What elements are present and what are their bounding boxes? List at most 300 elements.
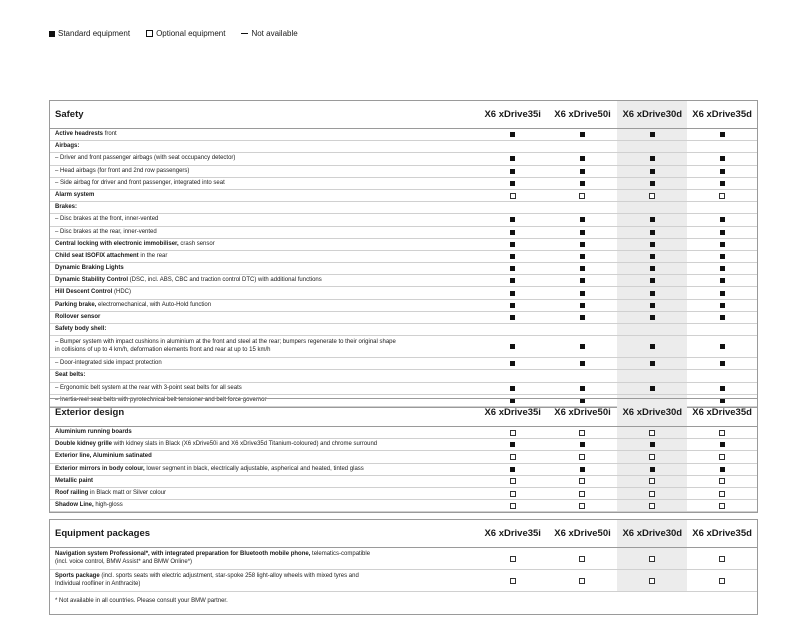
row-label-text: front <box>103 131 117 137</box>
filled-square-icon <box>49 31 55 37</box>
row-cell <box>548 202 618 213</box>
standard-equipment-icon <box>580 242 585 247</box>
row-label-bold: Exterior line, Aluminium satinated <box>55 453 152 460</box>
model-header: X6 xDrive35d <box>692 407 752 418</box>
legend-standard <box>49 29 130 38</box>
table-row <box>50 202 757 214</box>
row-label-text-line2: Individual roofliner in Anthracite) <box>55 581 141 587</box>
row-cell <box>478 548 548 569</box>
table-row <box>50 190 757 202</box>
row-cell <box>548 275 618 286</box>
row-cell <box>548 190 618 201</box>
standard-equipment-icon <box>510 291 515 296</box>
table-row <box>50 324 757 336</box>
table-row <box>50 548 757 570</box>
row-label <box>50 500 478 511</box>
standard-equipment-icon <box>580 344 585 349</box>
optional-equipment-icon <box>510 478 516 484</box>
row-label <box>50 214 478 225</box>
standard-equipment-icon <box>510 242 515 247</box>
row-cell <box>617 178 687 189</box>
row-cell <box>548 141 618 152</box>
row-cell <box>548 451 618 462</box>
row-cell <box>687 383 757 394</box>
standard-equipment-icon <box>510 254 515 259</box>
standard-equipment-icon <box>650 442 655 447</box>
row-label-bold: Seat belts: <box>55 372 86 379</box>
optional-equipment-icon <box>649 503 655 509</box>
row-label-text: (HDC) <box>112 289 132 296</box>
legend-optional <box>146 29 225 38</box>
optional-equipment-icon <box>649 478 655 484</box>
row-label <box>50 251 478 262</box>
row-cell <box>687 336 757 357</box>
row-cell <box>687 488 757 499</box>
legend-optional-label: Optional equipment <box>156 29 226 38</box>
row-cell <box>617 370 687 381</box>
model-header: X6 xDrive50i <box>554 407 611 418</box>
standard-equipment-icon <box>720 303 725 308</box>
row-cell <box>478 214 548 225</box>
row-cell <box>617 336 687 357</box>
row-cell <box>548 548 618 569</box>
row-cell <box>617 190 687 201</box>
row-label <box>50 287 478 298</box>
row-label-text: – Side airbag for driver and front passenger, integrated into seat <box>55 179 225 186</box>
model-header: X6 xDrive35d <box>692 109 752 120</box>
standard-equipment-icon <box>720 361 725 366</box>
row-cell <box>548 166 618 177</box>
row-cell <box>687 287 757 298</box>
standard-equipment-icon <box>510 156 515 161</box>
row-cell <box>687 358 757 369</box>
row-label-text: – Driver and front passenger airbags (with seat occupancy detector) <box>55 155 236 162</box>
optional-equipment-icon <box>579 503 585 509</box>
model-header: X6 xDrive50i <box>554 528 611 539</box>
row-cell <box>687 153 757 164</box>
optional-equipment-icon <box>719 193 725 199</box>
row-cell <box>687 451 757 462</box>
standard-equipment-icon <box>510 266 515 271</box>
standard-equipment-icon <box>720 156 725 161</box>
row-label-text-line2: (incl. voice control, BMW Assist* and BMW Online*) <box>55 559 193 565</box>
standard-equipment-icon <box>510 230 515 235</box>
standard-equipment-icon <box>580 181 585 186</box>
row-label <box>50 451 478 462</box>
row-label <box>50 275 478 286</box>
row-label <box>50 427 478 438</box>
optional-equipment-icon <box>510 578 516 584</box>
standard-equipment-icon <box>650 217 655 222</box>
row-cell <box>548 178 618 189</box>
row-cell <box>478 383 548 394</box>
row-cell <box>687 300 757 311</box>
row-label <box>50 548 478 569</box>
model-header: X6 xDrive35i <box>484 407 541 418</box>
row-label-text: lower segment in black, electrically adjustable, aspherical and heated, tinted glass <box>144 465 364 472</box>
row-cell <box>548 464 618 475</box>
row-cell <box>687 166 757 177</box>
standard-equipment-icon <box>580 361 585 366</box>
row-cell <box>548 427 618 438</box>
row-cell <box>687 570 757 591</box>
optional-equipment-icon <box>579 478 585 484</box>
standard-equipment-icon <box>720 386 725 391</box>
row-cell <box>687 476 757 487</box>
standard-equipment-icon <box>510 181 515 186</box>
standard-equipment-icon <box>650 291 655 296</box>
row-cell <box>687 324 757 335</box>
standard-equipment-icon <box>510 467 515 472</box>
optional-equipment-icon <box>719 478 725 484</box>
row-label-text: telematics-compatible <box>310 551 371 557</box>
row-cell <box>617 275 687 286</box>
row-cell <box>548 439 618 450</box>
row-cell <box>478 190 548 201</box>
standard-equipment-icon <box>510 315 515 320</box>
table-row <box>50 488 757 500</box>
row-cell <box>478 370 548 381</box>
row-label-text: with kidney slats in Black (X6 xDrive50i and X6 xDrive35d Titanium-coloured) and chrome surround <box>112 441 378 448</box>
row-cell <box>548 324 618 335</box>
row-cell <box>617 239 687 250</box>
row-cell <box>548 153 618 164</box>
row-label <box>50 263 478 274</box>
footnote: * Not available in all countries. Please consult your BMW partner. <box>55 598 228 604</box>
row-cell <box>478 439 548 450</box>
standard-equipment-icon <box>650 156 655 161</box>
table-row <box>50 500 757 512</box>
row-cell <box>478 451 548 462</box>
row-label <box>50 370 478 381</box>
standard-equipment-icon <box>650 230 655 235</box>
optional-equipment-icon <box>719 578 725 584</box>
standard-equipment-icon <box>580 278 585 283</box>
optional-equipment-icon <box>649 578 655 584</box>
row-cell <box>548 570 618 591</box>
row-cell <box>478 263 548 274</box>
dash-icon <box>241 33 248 34</box>
standard-equipment-icon <box>650 266 655 271</box>
table-row <box>50 141 757 153</box>
row-label-text: – Door-integrated side impact protection <box>55 360 162 367</box>
row-cell <box>687 263 757 274</box>
standard-equipment-icon <box>580 230 585 235</box>
standard-equipment-icon <box>650 169 655 174</box>
row-cell <box>478 336 548 357</box>
table-row <box>50 178 757 190</box>
row-cell <box>478 129 548 140</box>
row-cell <box>687 500 757 511</box>
standard-equipment-icon <box>510 344 515 349</box>
row-cell <box>478 427 548 438</box>
row-cell <box>478 464 548 475</box>
optional-equipment-icon <box>579 578 585 584</box>
row-cell <box>478 300 548 311</box>
row-label-text-line2: in collisions of up to 4 km/h, deformation elements front and rear at up to 15 km/h <box>55 347 271 354</box>
row-cell <box>478 227 548 238</box>
table-header <box>50 396 757 427</box>
row-label-bold: Shadow Line, <box>55 502 94 509</box>
row-cell <box>617 464 687 475</box>
optional-equipment-icon <box>510 556 516 562</box>
row-label-text: – Bumper system with impact cushions in aluminium at the front and steel at the rear; bumpers regenerate to their original shape <box>55 339 396 346</box>
standard-equipment-icon <box>580 132 585 137</box>
model-header: X6 xDrive35i <box>484 109 541 120</box>
row-cell <box>617 129 687 140</box>
row-label-text: (incl. sports seats with electric adjustment, star-spoke 258 light-alloy wheels with mixed tyres and <box>99 573 359 579</box>
standard-equipment-icon <box>720 315 725 320</box>
row-label-bold: Aluminium running boards <box>55 429 132 435</box>
row-label <box>50 324 478 335</box>
row-cell <box>617 548 687 569</box>
row-label-text: – Ergonomic belt system at the rear with 3-point seat belts for all seats <box>55 384 242 391</box>
table-row <box>50 336 757 358</box>
row-cell <box>687 129 757 140</box>
row-cell <box>617 263 687 274</box>
standard-equipment-icon <box>720 217 725 222</box>
row-cell <box>478 251 548 262</box>
row-cell <box>617 227 687 238</box>
row-cell <box>687 239 757 250</box>
row-label <box>50 464 478 475</box>
row-cell <box>687 178 757 189</box>
row-cell <box>478 178 548 189</box>
row-cell <box>687 464 757 475</box>
row-cell <box>478 153 548 164</box>
standard-equipment-icon <box>650 303 655 308</box>
row-cell <box>478 358 548 369</box>
row-cell <box>548 287 618 298</box>
row-cell <box>617 358 687 369</box>
row-cell <box>548 370 618 381</box>
table-header <box>50 520 757 548</box>
table-row <box>50 153 757 165</box>
optional-equipment-icon <box>719 491 725 497</box>
table-row <box>50 476 757 488</box>
model-header: X6 xDrive50i <box>554 109 611 120</box>
standard-equipment-icon <box>580 266 585 271</box>
row-label-bold: Parking brake, <box>55 301 97 308</box>
row-label-text: (DSC, incl. ABS, CBC and traction control DTC) with additional functions <box>128 277 322 284</box>
row-cell <box>687 427 757 438</box>
table-row <box>50 427 757 439</box>
row-cell <box>617 324 687 335</box>
row-cell <box>548 312 618 323</box>
row-label-bold: Navigation system Professional*, with integrated preparation for Bluetooth mobile phone, <box>55 551 311 557</box>
row-cell <box>617 427 687 438</box>
optional-equipment-icon <box>649 193 655 199</box>
optional-equipment-icon <box>510 491 516 497</box>
row-label <box>50 239 478 250</box>
table-row <box>50 239 757 251</box>
standard-equipment-icon <box>720 132 725 137</box>
table-row <box>50 570 757 592</box>
standard-equipment-icon <box>720 169 725 174</box>
standard-equipment-icon <box>720 442 725 447</box>
row-cell <box>687 214 757 225</box>
row-cell <box>478 324 548 335</box>
row-label-bold: Safety body shell: <box>55 326 107 332</box>
optional-equipment-icon <box>579 430 585 436</box>
row-cell <box>687 312 757 323</box>
row-cell <box>617 300 687 311</box>
row-cell <box>617 500 687 511</box>
row-label-text: – Inertia-reel seat belts with pyrotechnical belt tensioner and belt force governor <box>55 396 267 403</box>
row-cell <box>617 251 687 262</box>
row-cell <box>548 251 618 262</box>
section-title: Equipment packages <box>55 528 151 539</box>
optional-equipment-icon <box>510 193 516 199</box>
optional-equipment-icon <box>579 491 585 497</box>
optional-equipment-icon <box>719 556 725 562</box>
optional-equipment-icon <box>510 503 516 509</box>
row-label <box>50 476 478 487</box>
standard-equipment-icon <box>580 315 585 320</box>
row-cell <box>548 239 618 250</box>
row-label-text: – Disc brakes at the rear, inner-vented <box>55 228 157 235</box>
row-label-bold: Active headrests <box>55 131 104 137</box>
optional-equipment-icon <box>719 454 725 460</box>
row-cell <box>478 166 548 177</box>
standard-equipment-icon <box>650 254 655 259</box>
row-label-bold: Roof railing <box>55 489 89 496</box>
standard-equipment-icon <box>580 386 585 391</box>
standard-equipment-icon <box>650 467 655 472</box>
row-cell <box>548 336 618 357</box>
row-cell <box>687 370 757 381</box>
standard-equipment-icon <box>650 181 655 186</box>
legend-na <box>241 29 297 38</box>
standard-equipment-icon <box>580 442 585 447</box>
optional-equipment-icon <box>649 491 655 497</box>
row-label-bold: Child seat ISOFIX attachment <box>55 252 139 259</box>
optional-equipment-icon <box>649 556 655 562</box>
table-row <box>50 227 757 239</box>
standard-equipment-icon <box>720 254 725 259</box>
row-label-bold: Central locking with electronic immobiliser, <box>55 240 179 247</box>
row-cell <box>617 451 687 462</box>
table-row <box>50 251 757 263</box>
row-label <box>50 358 478 369</box>
row-cell <box>478 500 548 511</box>
row-cell <box>548 500 618 511</box>
row-cell <box>548 129 618 140</box>
legend <box>49 29 298 38</box>
standard-equipment-icon <box>580 217 585 222</box>
row-cell <box>548 476 618 487</box>
row-cell <box>617 202 687 213</box>
row-cell <box>478 476 548 487</box>
row-label <box>50 202 478 213</box>
row-cell <box>617 141 687 152</box>
row-cell <box>617 287 687 298</box>
row-label-text: electromechanical, with Auto-Hold function <box>96 301 212 308</box>
standard-equipment-icon <box>580 169 585 174</box>
row-cell <box>548 358 618 369</box>
row-label-bold: Dynamic Stability Control <box>55 277 129 284</box>
model-header: X6 xDrive35i <box>484 528 541 539</box>
row-label-text: in the rear <box>138 252 168 259</box>
row-label <box>50 178 478 189</box>
standard-equipment-icon <box>510 442 515 447</box>
row-cell <box>478 141 548 152</box>
standard-equipment-icon <box>650 344 655 349</box>
row-cell <box>548 227 618 238</box>
table-row <box>50 358 757 370</box>
legend-standard-label: Standard equipment <box>58 29 131 38</box>
row-label <box>50 570 478 591</box>
standard-equipment-icon <box>650 278 655 283</box>
standard-equipment-icon <box>720 181 725 186</box>
table-row <box>50 166 757 178</box>
row-label <box>50 312 478 323</box>
optional-equipment-icon <box>579 556 585 562</box>
row-cell <box>687 251 757 262</box>
optional-equipment-icon <box>719 503 725 509</box>
row-label <box>50 227 478 238</box>
row-label-bold: Double kidney grille <box>55 441 113 448</box>
model-header: X6 xDrive30d <box>617 520 687 547</box>
standard-equipment-icon <box>720 467 725 472</box>
table-row <box>50 263 757 275</box>
row-cell <box>548 488 618 499</box>
row-label-bold: Exterior mirrors in body colour, <box>55 465 145 472</box>
table-row <box>50 214 757 226</box>
row-label <box>50 190 478 201</box>
table-row <box>50 129 757 141</box>
row-label <box>50 166 478 177</box>
table-row <box>50 464 757 476</box>
row-label-bold: Hill Descent Control <box>55 289 113 296</box>
table-row <box>50 383 757 395</box>
row-label-bold: Sports package <box>55 573 100 579</box>
standard-equipment-icon <box>510 386 515 391</box>
optional-equipment-icon <box>579 193 585 199</box>
table-row <box>50 439 757 451</box>
optional-equipment-icon <box>649 430 655 436</box>
optional-equipment-icon <box>510 454 516 460</box>
row-label-text: – Head airbags (for front and 2nd row passengers) <box>55 167 190 174</box>
optional-equipment-icon <box>719 430 725 436</box>
standard-equipment-icon <box>510 132 515 137</box>
row-label <box>50 141 478 152</box>
row-cell <box>687 190 757 201</box>
standard-equipment-icon <box>720 242 725 247</box>
standard-equipment-icon <box>650 386 655 391</box>
standard-equipment-icon <box>580 156 585 161</box>
standard-equipment-icon <box>650 132 655 137</box>
row-cell <box>617 439 687 450</box>
row-cell <box>478 275 548 286</box>
optional-equipment-icon <box>649 454 655 460</box>
row-cell <box>548 300 618 311</box>
row-cell <box>478 570 548 591</box>
row-cell <box>617 476 687 487</box>
row-label-bold: Dynamic Braking Lights <box>55 265 124 272</box>
row-cell <box>478 239 548 250</box>
row-cell <box>687 548 757 569</box>
standard-equipment-icon <box>650 242 655 247</box>
standard-equipment-icon <box>720 266 725 271</box>
row-label-text: – Disc brakes at the front, inner-vented <box>55 216 159 223</box>
row-cell <box>617 570 687 591</box>
row-label-text: in Black matt or Silver colour <box>88 489 167 496</box>
standard-equipment-icon <box>510 169 515 174</box>
row-label-bold: Metallic paint <box>55 477 94 484</box>
optional-equipment-icon <box>579 454 585 460</box>
standard-equipment-icon <box>720 291 725 296</box>
